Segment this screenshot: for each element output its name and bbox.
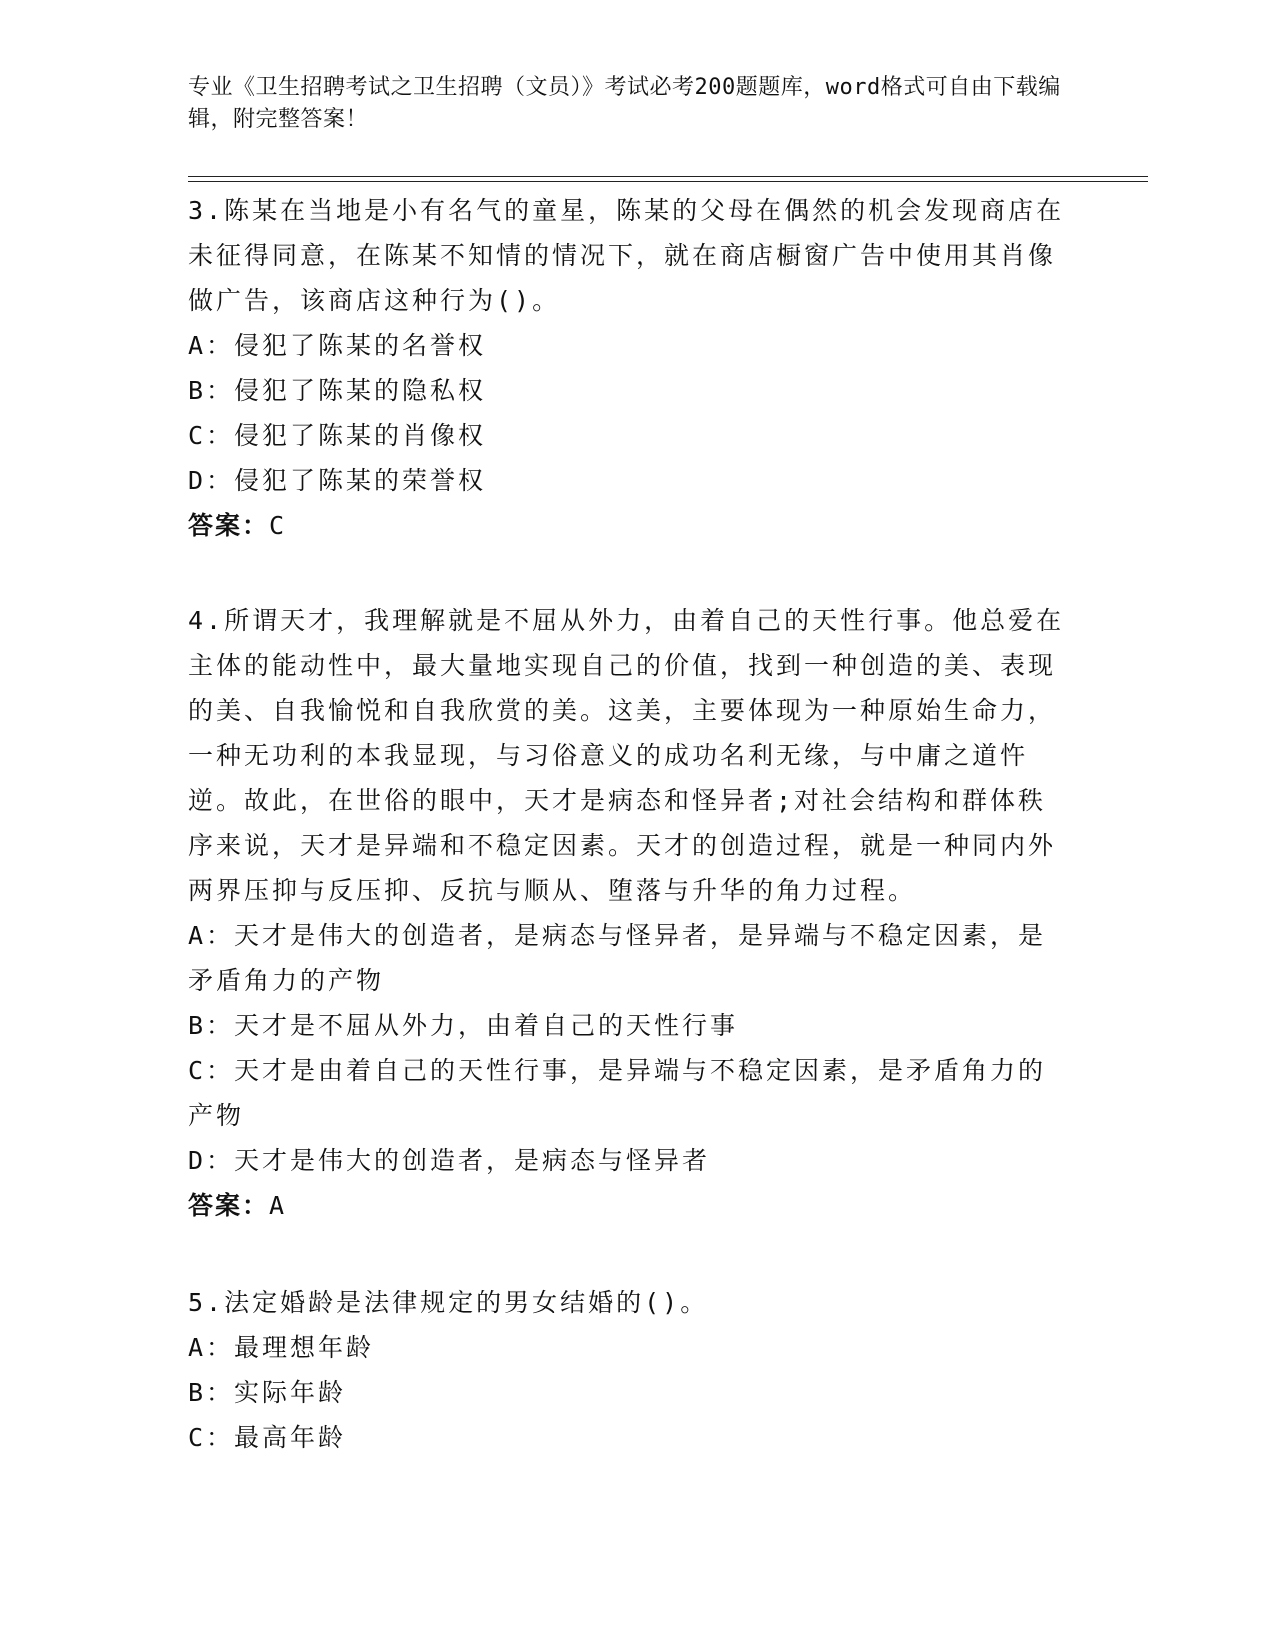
option-b: B：实际年龄 [188,1378,347,1407]
option-a: A：天才是伟大的创造者，是病态与怪异者，是异端与不稳定因素，是矛盾角力的产物 [188,921,1047,995]
option-a: A：最理想年龄 [188,1333,375,1362]
option-c: C：天才是由着自己的天性行事，是异端与不稳定因素，是矛盾角力的产物 [188,1056,1047,1130]
option-a: A：侵犯了陈某的名誉权 [188,331,487,360]
answer-value: A [269,1191,287,1220]
answer-value: C [269,511,287,540]
option-d: D：天才是伟大的创造者，是病态与怪异者 [188,1146,711,1175]
question-stem: 4.所谓天才，我理解就是不屈从外力，由着自己的天性行事。他总爱在主体的能动性中，最大量地实现自己的价值，找到一种创造的美、表现的美、自我愉悦和自我欣赏的美。这美，主要体现为一种原始生命力，一种无功利的本我显现，与习俗意义的成功名利无缘，与中庸之道忤逆。故此，在世俗的眼中，天才是病态和怪异者;对社会结构和群体秩序来说，天才是异端和不稳定因素。天才的创造过程，就是一种同内外两界压抑与反压抑、反抗与顺从、堕落与升华的角力过程。 [188,606,1065,905]
question-4 [188,598,1068,1228]
answer-label: 答案： [188,1191,270,1220]
answer-line [188,1183,1068,1228]
answer-line [188,503,1068,548]
option-c: C：侵犯了陈某的肖像权 [188,421,487,450]
question-5 [188,1280,1068,1460]
option-b: B：侵犯了陈某的隐私权 [188,376,487,405]
answer-label: 答案： [188,511,270,540]
document-header: 专业《卫生招聘考试之卫生招聘（文员）》考试必考200题题库，word格式可自由下载编辑，附完整答案！ [188,75,1061,132]
header-divider-top [188,176,1148,177]
question-stem: 5.法定婚龄是法律规定的男女结婚的()。 [188,1288,709,1317]
header-divider-bottom [188,181,1148,182]
question-3 [188,188,1068,548]
question-stem: 3.陈某在当地是小有名气的童星，陈某的父母在偶然的机会发现商店在未征得同意，在陈某不知情的情况下，就在商店橱窗广告中使用其肖像做广告，该商店这种行为()。 [188,196,1065,315]
option-d: D：侵犯了陈某的荣誉权 [188,466,487,495]
option-b: B：天才是不屈从外力，由着自己的天性行事 [188,1011,739,1040]
option-c: C：最高年龄 [188,1423,347,1452]
